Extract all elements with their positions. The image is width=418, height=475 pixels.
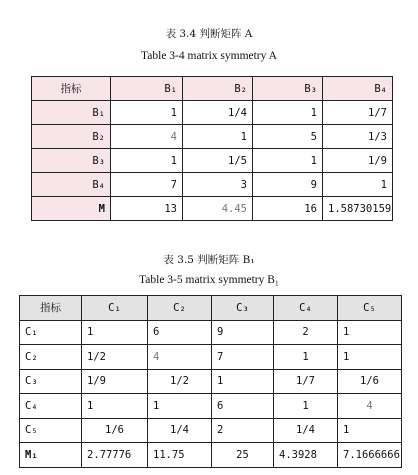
table1-caption-en: Table 3-4 matrix symmetry A: [141, 50, 277, 62]
table-cell: 1/4: [183, 101, 253, 125]
table-cell: 9: [212, 320, 274, 345]
table-cell: 1: [253, 149, 323, 173]
table2-row-header: C₅: [20, 418, 82, 443]
table-cell: 4.45: [183, 197, 253, 221]
table1-header-row: [32, 77, 393, 101]
table2-row-header: C₄: [20, 394, 82, 419]
table-cell: 1: [183, 125, 253, 149]
table-row: [20, 369, 402, 394]
table-cell: 13: [111, 197, 183, 221]
table2-row-header: C₃: [20, 369, 82, 394]
table-cell: 1: [148, 394, 212, 419]
table-cell: 1/2: [148, 369, 212, 394]
table-cell: 1: [212, 369, 274, 394]
table2-caption-en: Table 3-5 matrix symmetry B₁: [139, 274, 279, 286]
table-cell: 1/3: [323, 125, 393, 149]
table-cell: 1/4: [148, 418, 212, 443]
table2-corner-cell: 指标: [20, 296, 82, 321]
table2-col-header: C₄: [274, 296, 338, 321]
table-row: [32, 173, 393, 197]
table-cell: 25: [212, 443, 274, 468]
table-cell: 1: [274, 394, 338, 419]
table-cell: 2: [212, 418, 274, 443]
table-cell: 1/4: [274, 418, 338, 443]
table-cell: 11.75: [148, 443, 212, 468]
table-cell: 7: [212, 345, 274, 370]
table-cell: 1: [253, 101, 323, 125]
table1-col-header: B₄: [323, 77, 393, 101]
table-cell: 1/6: [338, 369, 402, 394]
table-cell: 6: [212, 394, 274, 419]
table1-row-header: B₄: [32, 173, 111, 197]
table2-row-header: C₂: [20, 345, 82, 370]
table1-row-header: B₃: [32, 149, 111, 173]
table-cell: 1: [111, 149, 183, 173]
table1-row-header: B₁: [32, 101, 111, 125]
table-cell: 1: [338, 320, 402, 345]
table-row: [32, 101, 393, 125]
table-row: [20, 418, 402, 443]
table2-row-header: C₁: [20, 320, 82, 345]
table-cell: 1/6: [82, 418, 148, 443]
table-cell: 7.1666666: [338, 443, 402, 468]
table-cell: 1: [323, 173, 393, 197]
table-cell: 2: [274, 320, 338, 345]
table1-corner-cell: 指标: [32, 77, 111, 101]
table2-row-header: M₁: [20, 443, 82, 468]
table-cell: 1/7: [323, 101, 393, 125]
table-cell: 4: [338, 394, 402, 419]
table-cell: 1: [338, 345, 402, 370]
table-cell: 4: [111, 125, 183, 149]
table-cell: 1: [338, 418, 402, 443]
table-cell: 1/9: [82, 369, 148, 394]
table-row: [20, 394, 402, 419]
table-cell: 1: [111, 101, 183, 125]
table-cell: 6: [148, 320, 212, 345]
table-cell: 1: [82, 394, 148, 419]
table-row: [32, 197, 393, 221]
table-cell: 3: [183, 173, 253, 197]
table-cell: 1: [274, 345, 338, 370]
table1-col-header: B₁: [111, 77, 183, 101]
table-cell: 1/9: [323, 149, 393, 173]
table-cell: 4.3928: [274, 443, 338, 468]
table-cell: 1: [82, 320, 148, 345]
table2-caption-zh: 表 3.5 判断矩阵 B₁: [163, 254, 255, 266]
table2-header-row: [20, 296, 402, 321]
table-cell: 16: [253, 197, 323, 221]
table-cell: 9: [253, 173, 323, 197]
table-cell: 1/5: [183, 149, 253, 173]
table-cell: 1/2: [82, 345, 148, 370]
table-cell: 5: [253, 125, 323, 149]
table-row: [20, 345, 402, 370]
table-cell: 7: [111, 173, 183, 197]
table1-row-header: M: [32, 197, 111, 221]
table1-col-header: B₂: [183, 77, 253, 101]
table-row: [20, 443, 402, 468]
table1-col-header: B₃: [253, 77, 323, 101]
table-row: [32, 125, 393, 149]
table2-col-header: C₁: [82, 296, 148, 321]
table-cell: 1.58730159: [323, 197, 393, 221]
table1-matrix-a: [31, 76, 393, 221]
table-cell: 1/7: [274, 369, 338, 394]
table2-col-header: C₂: [148, 296, 212, 321]
table-cell: 4: [148, 345, 212, 370]
table1-caption-zh: 表 3.4 判断矩阵 A: [165, 28, 253, 40]
table1-row-header: B₂: [32, 125, 111, 149]
table-cell: 2.77776: [82, 443, 148, 468]
table-row: [32, 149, 393, 173]
table2-col-header: C₃: [212, 296, 274, 321]
table-row: [20, 320, 402, 345]
table2-col-header: C₅: [338, 296, 402, 321]
table2-matrix-b1: [19, 295, 402, 468]
